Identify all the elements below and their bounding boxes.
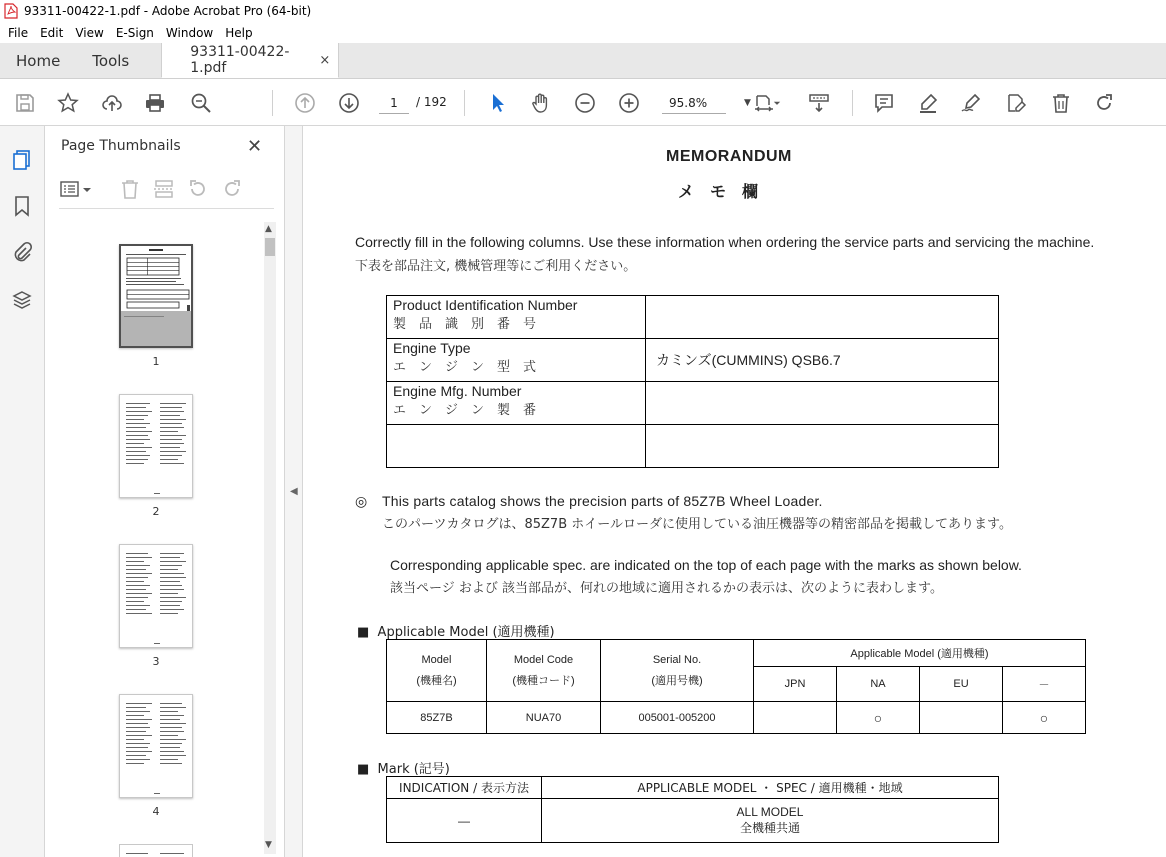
applicable-spec-cell — [542, 799, 999, 843]
zoom-in-icon[interactable] — [617, 91, 641, 115]
main-toolbar — [0, 80, 1166, 126]
applicable-spec-header: APPLICABLE MODEL ・ SPEC / 適用機種・地域 — [542, 777, 999, 799]
toolbar-separator — [852, 90, 853, 116]
mark-table — [386, 776, 999, 843]
doc-heading: MEMORANDUM — [666, 148, 792, 165]
menu-esign[interactable]: E-Sign — [115, 25, 154, 40]
row-label-en: Product Identification Number — [393, 297, 578, 313]
tab-bar — [0, 43, 1166, 79]
table-row — [387, 702, 1086, 734]
scroll-up-icon[interactable]: ▲ — [265, 224, 272, 234]
table-row — [387, 425, 999, 468]
window-titlebar — [0, 0, 1166, 22]
header-label-jp: (機種名) — [416, 674, 457, 687]
toolbar-separator — [272, 90, 273, 116]
page-thumbnail-label: 2 — [152, 505, 160, 518]
model-code-header — [487, 640, 601, 702]
table-cell — [387, 296, 646, 339]
sign-pen-icon[interactable] — [959, 91, 983, 115]
table-row — [387, 296, 999, 339]
header-label: Model — [421, 653, 452, 666]
thumbnail-rotate-left-icon[interactable] — [185, 176, 211, 202]
panel-splitter[interactable] — [285, 126, 303, 857]
page-fit-dropdown-icon[interactable] — [770, 91, 784, 115]
page-thumbnail-3[interactable] — [119, 544, 193, 648]
bookmark-star-icon[interactable] — [56, 91, 80, 115]
upload-cloud-icon[interactable] — [100, 91, 124, 115]
spec-text-jp: 該当ページ および 該当部品が、何れの地域に適用されるかの表示は、次のように表わします。 — [390, 581, 943, 596]
note-text-en: This parts catalog shows the precision parts of 85Z7B Wheel Loader. — [382, 493, 823, 509]
menu-window[interactable]: Window — [165, 25, 214, 40]
page-thumbnail-label: 1 — [152, 355, 160, 368]
page-thumbnail-preview — [120, 545, 193, 648]
table-header-row — [387, 640, 1086, 667]
thumbnail-options-icon[interactable] — [59, 176, 93, 202]
region-mark-cell: ○ — [837, 702, 920, 734]
thumbnails-panel-title: Page Thumbnails — [61, 138, 181, 154]
region-header: NA — [837, 667, 920, 702]
row-label-jp: 製 品 識 別 番 号 — [393, 317, 537, 332]
print-icon[interactable] — [143, 91, 167, 115]
rotate-redo-icon[interactable] — [1092, 91, 1116, 115]
save-icon[interactable] — [13, 91, 37, 115]
page-thumbnail-2[interactable] — [119, 394, 193, 498]
bookmarks-icon[interactable] — [10, 194, 34, 218]
tab-document[interactable] — [161, 43, 339, 78]
page-thumbnail-preview — [120, 395, 193, 498]
region-mark-cell — [754, 702, 837, 734]
row-label-jp: エ ン ジ ン 型 式 — [393, 360, 537, 375]
spec-value-jp: 全機種共通 — [739, 821, 800, 835]
tab-home[interactable]: Home — [16, 51, 61, 70]
menu-file[interactable]: File — [8, 25, 29, 40]
model-header — [387, 640, 487, 702]
header-label-jp: (適用号機) — [651, 674, 703, 687]
scrollbar-thumb[interactable] — [265, 238, 275, 256]
document-page — [304, 126, 1166, 857]
header-label: Serial No. — [652, 653, 702, 666]
identification-table — [386, 295, 999, 468]
spec-text-en: Corresponding applicable spec. are indicated on the top of each page with the marks as shown below. — [390, 557, 1022, 573]
menu-help[interactable]: Help — [225, 25, 253, 40]
pdf-file-icon — [4, 3, 18, 19]
applicable-model-heading: ■ Applicable Model (適用機種) — [357, 625, 555, 640]
spec-value-en: ALL MODEL — [736, 805, 804, 819]
table-header-row — [387, 777, 999, 799]
indication-header: INDICATION / 表示方法 — [387, 777, 542, 799]
model-cell: 85Z7B — [387, 702, 487, 734]
navigation-rail — [0, 126, 45, 857]
zoom-search-icon[interactable] — [189, 91, 213, 115]
highlight-pen-icon[interactable] — [916, 91, 940, 115]
menu-bar — [0, 22, 1166, 43]
page-thumbnail-label: 3 — [152, 655, 160, 668]
table-value-cell[interactable] — [646, 382, 999, 425]
applicable-group-header: Applicable Model (適用機種) — [754, 640, 1086, 667]
thumbnails-toolbar — [59, 176, 274, 204]
next-page-icon[interactable] — [337, 91, 361, 115]
window-title: 93311-00422-1.pdf - Adobe Acrobat Pro (64-bit) — [24, 4, 312, 18]
doc-heading-jp: メ モ 欄 — [678, 182, 759, 201]
intro-text-en: Correctly fill in the following columns. Use these information when ordering the service parts and servicing the machine. — [355, 234, 1095, 250]
page-thumbnail-preview — [120, 695, 193, 798]
close-tab-icon[interactable]: × — [319, 52, 331, 68]
note-mark: ◎ — [355, 493, 368, 509]
tab-tools[interactable]: Tools — [92, 51, 130, 70]
region-mark-cell — [920, 702, 1003, 734]
indication-symbol-cell: — — [387, 799, 542, 843]
model-code-cell: NUA70 — [487, 702, 601, 734]
page-total: / 192 — [416, 95, 447, 109]
intro-text-jp: 下表を部品注文, 機械管理等にご利用ください。 — [355, 259, 637, 274]
collapse-panel-icon[interactable]: ◀ — [290, 486, 298, 497]
serial-header — [601, 640, 754, 702]
delete-trash-icon[interactable] — [1049, 91, 1073, 115]
layers-icon[interactable] — [10, 288, 34, 312]
comment-icon[interactable] — [872, 91, 896, 115]
region-header: EU — [920, 667, 1003, 702]
header-label: Model Code — [513, 653, 574, 666]
previous-page-icon[interactable] — [293, 91, 317, 115]
region-header: － — [1003, 667, 1086, 702]
row-label-jp: エ ン ジ ン 製 番 — [393, 403, 537, 418]
thumbnails-panel — [45, 126, 285, 857]
toolbar-separator — [464, 90, 465, 116]
table-row — [387, 382, 999, 425]
mark-heading: ■ Mark (記号) — [357, 762, 450, 777]
thumbnails-toolbar-divider — [59, 208, 274, 209]
table-cell — [387, 339, 646, 382]
page-thumbnail-5[interactable] — [119, 844, 193, 857]
serial-cell: 005001-005200 — [601, 702, 754, 734]
table-row — [387, 799, 999, 843]
attachments-icon[interactable] — [10, 240, 34, 264]
menu-view[interactable]: View — [75, 25, 104, 40]
page-number-input[interactable]: 1 — [379, 92, 409, 114]
page-thumbnails-icon[interactable] — [10, 148, 34, 172]
applicable-model-table — [386, 639, 1086, 734]
hand-tool-icon[interactable] — [529, 91, 553, 115]
close-panel-icon[interactable]: ✕ — [247, 136, 263, 157]
zoom-out-icon[interactable] — [573, 91, 597, 115]
thumbnail-rotate-right-icon[interactable] — [219, 176, 245, 202]
thumbnails-scrollbar[interactable] — [264, 222, 276, 854]
thumbnail-insert-icon[interactable] — [151, 176, 177, 202]
page-thumbnail-1[interactable] — [119, 244, 193, 348]
row-label-en: Engine Mfg. Number — [393, 383, 522, 399]
note-text-jp: このパーツカタログは、85Z7B ホイールローダに使用している油圧機器等の精密部品を掲載してあります。 — [382, 517, 1012, 532]
table-cell — [387, 425, 646, 468]
thumbnail-delete-icon[interactable] — [117, 176, 143, 202]
table-value-cell[interactable] — [646, 425, 999, 468]
page-thumbnail-label: 4 — [152, 805, 160, 818]
region-header: JPN — [754, 667, 837, 702]
page-thumbnail-preview — [120, 845, 193, 857]
scroll-down-icon[interactable]: ▼ — [265, 840, 272, 850]
table-cell — [387, 382, 646, 425]
zoom-level-input[interactable]: 95.8% — [662, 92, 726, 114]
zoom-dropdown-icon[interactable]: ▼ — [744, 98, 751, 108]
scroll-mode-icon[interactable] — [807, 91, 831, 115]
region-mark-cell: ○ — [1003, 702, 1086, 734]
row-label-en: Engine Type — [393, 340, 471, 356]
tab-document-label: 93311-00422-1.pdf — [190, 44, 290, 76]
table-value-cell[interactable] — [646, 296, 999, 339]
header-label-jp: (機種コード) — [512, 674, 575, 687]
menu-edit[interactable]: Edit — [40, 25, 64, 40]
edit-pdf-icon[interactable] — [1004, 91, 1028, 115]
page-thumbnail-preview — [121, 246, 191, 346]
page-thumbnail-4[interactable] — [119, 694, 193, 798]
select-cursor-icon[interactable] — [486, 91, 510, 115]
table-row — [387, 339, 999, 382]
engine-type-value: カミンズ(CUMMINS) QSB6.7 — [646, 339, 999, 382]
